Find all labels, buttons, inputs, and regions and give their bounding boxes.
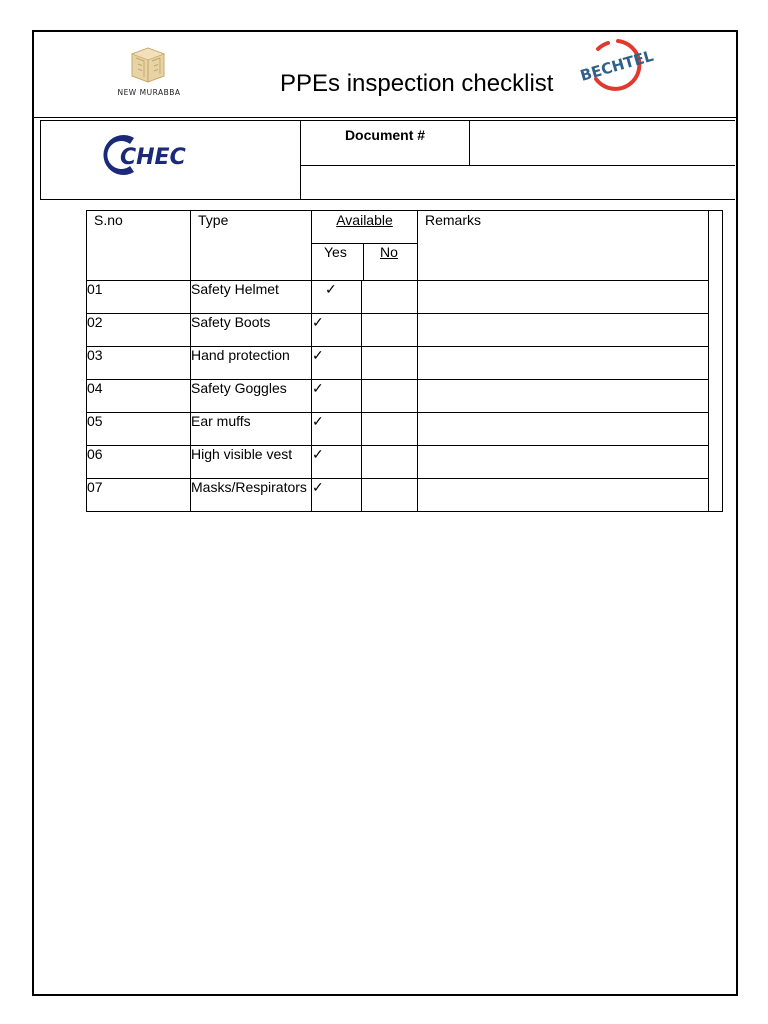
- bechtel-logo: [578, 35, 660, 95]
- no-checkbox[interactable]: [362, 281, 418, 314]
- yes-label: Yes: [324, 244, 347, 260]
- right-margin-cell: [709, 211, 723, 512]
- table-row: [87, 281, 723, 314]
- page-title: PPEs inspection checklist: [280, 70, 554, 97]
- row-sno: 05: [87, 413, 191, 446]
- remarks-cell[interactable]: [418, 380, 709, 413]
- chec-wordmark: CHEC: [120, 145, 186, 170]
- murabba-cube-icon: [128, 46, 168, 84]
- remarks-cell[interactable]: [418, 347, 709, 380]
- table-header-row: [87, 211, 723, 281]
- row-type: High visible vest: [191, 446, 312, 479]
- no-label: No: [380, 244, 398, 260]
- remarks-cell[interactable]: [418, 413, 709, 446]
- info-divider: [300, 165, 735, 166]
- no-checkbox[interactable]: [362, 479, 418, 512]
- yes-checkbox[interactable]: ✓: [312, 413, 362, 446]
- yes-checkbox[interactable]: ✓: [312, 281, 362, 314]
- table-row: [87, 479, 723, 512]
- table-row: [87, 347, 723, 380]
- row-sno: 01: [87, 281, 191, 314]
- remarks-cell[interactable]: [418, 314, 709, 347]
- no-checkbox[interactable]: [362, 446, 418, 479]
- remarks-cell[interactable]: [418, 479, 709, 512]
- table-row: [87, 380, 723, 413]
- row-sno: 03: [87, 347, 191, 380]
- murabba-wordmark: NEW MURABBA: [117, 88, 181, 97]
- row-sno: 06: [87, 446, 191, 479]
- row-sno: 04: [87, 380, 191, 413]
- row-type: Safety Helmet: [191, 281, 312, 314]
- new-murabba-logo: [104, 42, 194, 104]
- yes-checkbox[interactable]: ✓: [312, 479, 362, 512]
- row-sno: 07: [87, 479, 191, 512]
- document-number-label: Document #: [344, 127, 426, 143]
- yes-checkbox[interactable]: ✓: [312, 347, 362, 380]
- ppe-checklist-table: [86, 210, 723, 512]
- row-type: Safety Goggles: [191, 380, 312, 413]
- row-type: Safety Boots: [191, 314, 312, 347]
- table-row: [87, 413, 723, 446]
- row-type: Ear muffs: [191, 413, 312, 446]
- header-remarks: Remarks: [418, 211, 709, 281]
- yes-checkbox[interactable]: ✓: [312, 446, 362, 479]
- row-sno: 02: [87, 314, 191, 347]
- header-divider: [34, 117, 736, 118]
- table-row: [87, 314, 723, 347]
- header-available: [312, 211, 418, 281]
- available-divider: [363, 243, 364, 280]
- no-checkbox[interactable]: [362, 347, 418, 380]
- row-type: Masks/Respirators: [191, 479, 312, 512]
- table-row: [87, 446, 723, 479]
- header-sno: S.no: [87, 211, 191, 281]
- header-type: Type: [191, 211, 312, 281]
- remarks-cell[interactable]: [418, 281, 709, 314]
- no-checkbox[interactable]: [362, 380, 418, 413]
- bechtel-wordmark: BECHTEL: [578, 46, 656, 85]
- no-checkbox[interactable]: [362, 413, 418, 446]
- yes-checkbox[interactable]: ✓: [312, 380, 362, 413]
- available-label: Available: [336, 212, 393, 228]
- yes-checkbox[interactable]: ✓: [312, 314, 362, 347]
- remarks-cell[interactable]: [418, 446, 709, 479]
- chec-logo: [90, 128, 196, 182]
- no-checkbox[interactable]: [362, 314, 418, 347]
- row-type: Hand protection: [191, 347, 312, 380]
